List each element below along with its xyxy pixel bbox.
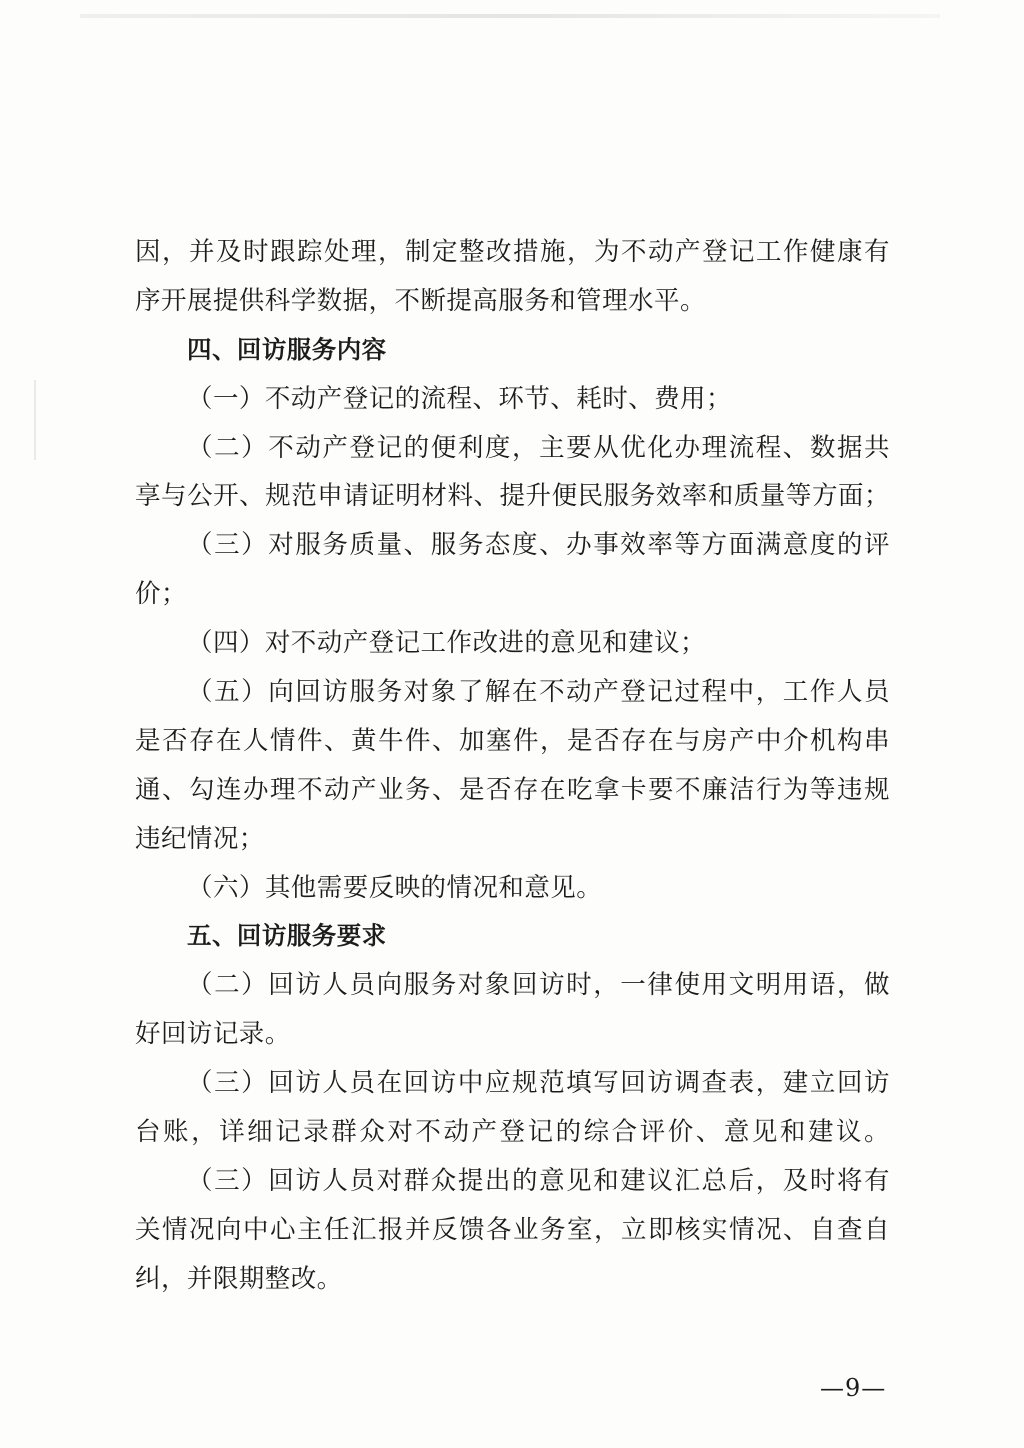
scan-artifact-top [80, 14, 940, 18]
body-text-line: 是否存在人情件、黄牛件、加塞件，是否存在与房产中介机构串 [135, 725, 890, 756]
body-text-line: （六）其他需要反映的情况和意见。 [187, 872, 603, 903]
body-text-line: 好回访记录。 [135, 1019, 291, 1050]
body-text-line: （四）对不动产登记工作改进的意见和建议； [187, 628, 707, 659]
document-body [135, 228, 890, 1304]
body-text-line: （三）对服务质量、服务态度、办事效率等方面满意度的评 [187, 530, 890, 561]
body-text-line: 因，并及时跟踪处理，制定整改措施，为不动产登记工作健康有 [135, 237, 890, 267]
page-number: —9— [820, 1374, 887, 1402]
body-text-line: （三）回访人员对群众提出的意见和建议汇总后，及时将有 [187, 1165, 890, 1196]
scan-artifact-left [34, 380, 36, 460]
body-text-line: 价； [135, 579, 187, 610]
body-text-line: （一）不动产登记的流程、环节、耗时、费用； [187, 383, 732, 414]
body-text-line: 违纪情况； [135, 823, 265, 854]
body-text-line: 通、勾连办理不动产业务、是否存在吃拿卡要不廉洁行为等违规 [135, 774, 890, 805]
body-text-line: （三）回访人员在回访中应规范填写回访调查表，建立回访 [187, 1068, 890, 1099]
section-heading: 五、回访服务要求 [187, 921, 387, 951]
section-heading: 四、回访服务内容 [187, 334, 387, 364]
body-text-line: 纠，并限期整改。 [135, 1263, 343, 1294]
body-text-line: 台账，详细记录群众对不动产登记的综合评价、意见和建议。 [135, 1117, 890, 1148]
body-text-line: （二）回访人员向服务对象回访时，一律使用文明用语，做 [187, 970, 890, 1001]
body-text-line: 享与公开、规范申请证明材料、提升便民服务效率和质量等方面； [135, 481, 890, 512]
body-text-line: （二）不动产登记的便利度，主要从优化办理流程、数据共 [187, 432, 890, 463]
body-text-line: （五）向回访服务对象了解在不动产登记过程中，工作人员 [187, 677, 890, 708]
body-text-line: 序开展提供科学数据，不断提高服务和管理水平。 [135, 285, 706, 316]
body-text-line: 关情况向中心主任汇报并反馈各业务室，立即核实情况、自查自 [135, 1214, 890, 1245]
